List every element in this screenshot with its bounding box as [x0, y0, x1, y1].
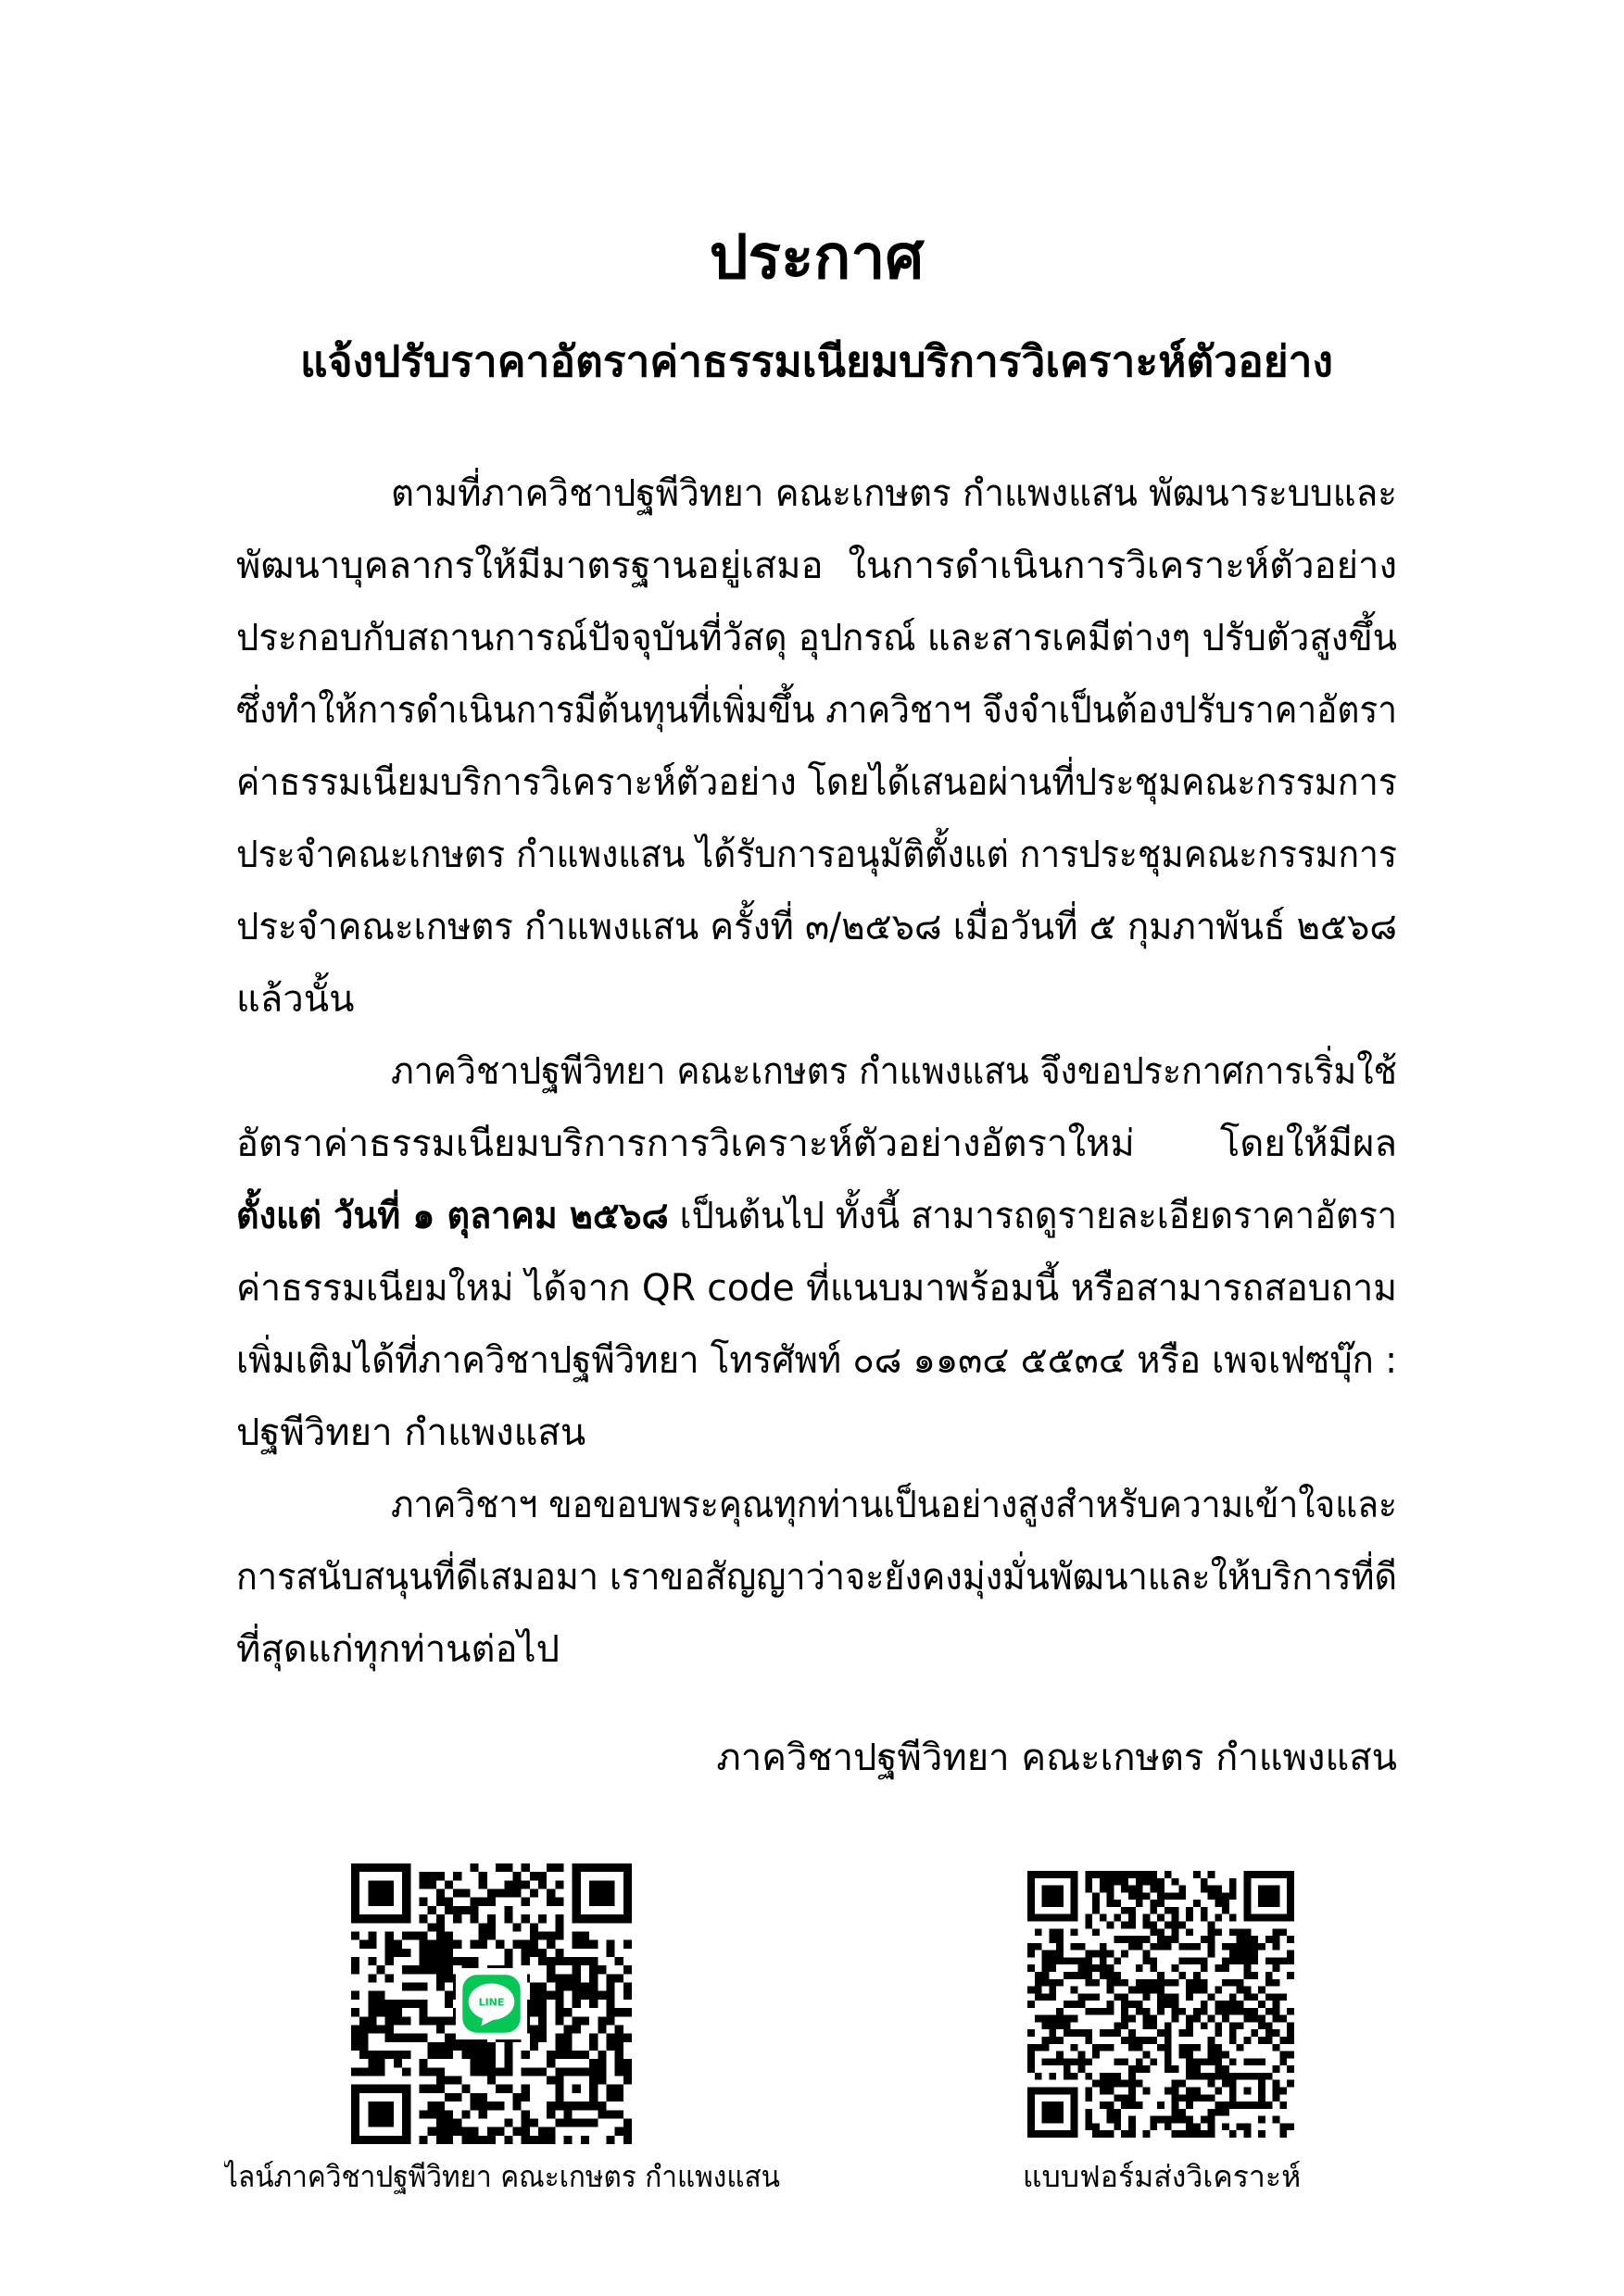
- body-line-text: ซึ่งทำให้การดำเนินการมีต้นทุนที่เพิ่มขึ้น ภาควิชาฯ จึงจำเป็นต้องปรับราคาอัตรา: [236, 689, 1397, 732]
- signature-text: ภาควิชาปฐพีวิทยา คณะเกษตร กำแพงแสน: [716, 1737, 1397, 1779]
- body-line: [236, 891, 1397, 963]
- body-line: [236, 1469, 1397, 1541]
- body-line-text: ค่าธรรมเนียมบริการวิเคราะห์ตัวอย่าง โดยได้เสนอผ่านที่ประชุมคณะกรรมการ: [236, 761, 1397, 804]
- body-line-text: เพิ่มเติมได้ที่ภาควิชาปฐพีวิทยา โทรศัพท์ ๐๘ ๑๑๓๔ ๕๕๓๔ หรือ เพจเฟซบุ๊ก :: [236, 1339, 1397, 1382]
- paragraph-new-rates: [236, 1035, 1397, 1469]
- body-line-text: ค่าธรรมเนียมใหม่ ได้จาก QR code ที่แนบมาพร้อมนี้ หรือสามารถสอบถาม: [236, 1267, 1397, 1310]
- body-line: [236, 747, 1397, 819]
- body-line: [236, 458, 1397, 530]
- body-line-text: ปฐพีวิทยา กำแพงแสน: [236, 1411, 586, 1454]
- qr-caption-line-group-text: ไลน์ภาควิชาปฐพีวิทยา คณะเกษตร กำแพงแสน: [224, 2159, 780, 2194]
- body-line: [236, 530, 1397, 602]
- body-line: [236, 819, 1397, 891]
- body-line-text: [236, 1180, 1397, 1252]
- body-line-text: แล้วนั้น: [236, 978, 355, 1021]
- body-line: [236, 963, 1397, 1035]
- line-logo-text: LINE: [478, 1996, 505, 2009]
- body-line: [236, 1252, 1397, 1324]
- body-line-text: ภาควิชาฯ ขอขอบพระคุณทุกท่านเป็นอย่างสูงสำหรับความเข้าใจและ: [391, 1484, 1397, 1526]
- body-line-text: ที่สุดแก่ทุกท่านต่อไป: [236, 1628, 560, 1671]
- qr-code-analysis-form-image: [1027, 1871, 1294, 2138]
- qr-code-line-group: [351, 1863, 632, 2144]
- body-line-text: ตามที่ภาควิชาปฐพีวิทยา คณะเกษตร กำแพงแสน พัฒนาระบบและ: [391, 472, 1397, 515]
- qr-code-line-group-image: [351, 1863, 632, 2144]
- body-line-text: ประจำคณะเกษตร กำแพงแสน ได้รับการอนุมัติตั้งแต่ การประชุมคณะกรรมการ: [236, 834, 1397, 876]
- announcement-body: [236, 458, 1397, 1686]
- announcement-subtitle: [236, 329, 1397, 394]
- paragraph-background: [236, 458, 1397, 1035]
- body-line: [236, 1324, 1397, 1397]
- body-line: [236, 674, 1397, 747]
- body-line-text: อัตราค่าธรรมเนียมบริการการวิเคราะห์ตัวอย่างอัตราใหม่ โดยให้มีผล: [236, 1123, 1397, 1165]
- qr-caption-line-group: [224, 2153, 780, 2200]
- body-line: [236, 1397, 1397, 1469]
- body-line-text: ประจำคณะเกษตร กำแพงแสน ครั้งที่ ๓/๒๕๖๘ เมื่อวันที่ ๕ กุมภาพันธ์ ๒๕๖๘: [236, 906, 1397, 948]
- body-line: [236, 1108, 1397, 1180]
- announcement-subtitle-text: แจ้งปรับราคาอัตราค่าธรรมเนียมบริการวิเคราะห์ตัวอย่าง: [300, 336, 1333, 386]
- announcement-title-text: ประกาศ: [709, 221, 925, 293]
- body-line: [236, 1613, 1397, 1686]
- qr-caption-analysis-form-text: แบบฟอร์มส่งวิเคราะห์: [1022, 2159, 1302, 2194]
- line-logo: [456, 1968, 527, 2039]
- effective-date-emphasis: ตั้งแต่ วันที่ ๑ ตุลาคม ๒๕๖๘: [236, 1195, 669, 1237]
- body-line: [236, 1180, 1397, 1252]
- body-line-continuation: เป็นต้นไป ทั้งนี้ สามารถดูรายละเอียดราคาอัตรา: [679, 1195, 1397, 1237]
- paragraph-thanks: [236, 1469, 1397, 1686]
- body-line-text: ภาควิชาปฐพีวิทยา คณะเกษตร กำแพงแสน จึงขอประกาศการเริ่มใช้: [391, 1050, 1397, 1093]
- body-line: [236, 602, 1397, 674]
- body-line: [236, 1035, 1397, 1108]
- body-line: [236, 1541, 1397, 1613]
- qr-caption-analysis-form: [976, 2153, 1347, 2200]
- body-line-text: การสนับสนุนที่ดีเสมอมา เราขอสัญญาว่าจะยังคงมุ่งมั่นพัฒนาและให้บริการที่ดี: [236, 1556, 1397, 1599]
- body-line-text: พัฒนาบุคลากรให้มีมาตรฐานอยู่เสมอ ในการดำเนินการวิเคราะห์ตัวอย่าง: [236, 545, 1397, 587]
- body-line-text: ประกอบกับสถานการณ์ปัจจุบันที่วัสดุ อุปกรณ์ และสารเคมีต่างๆ ปรับตัวสูงขึ้น: [236, 617, 1397, 659]
- announcement-title: [236, 216, 1397, 299]
- signature-department: [236, 1722, 1397, 1794]
- qr-code-analysis-form: [1027, 1871, 1294, 2138]
